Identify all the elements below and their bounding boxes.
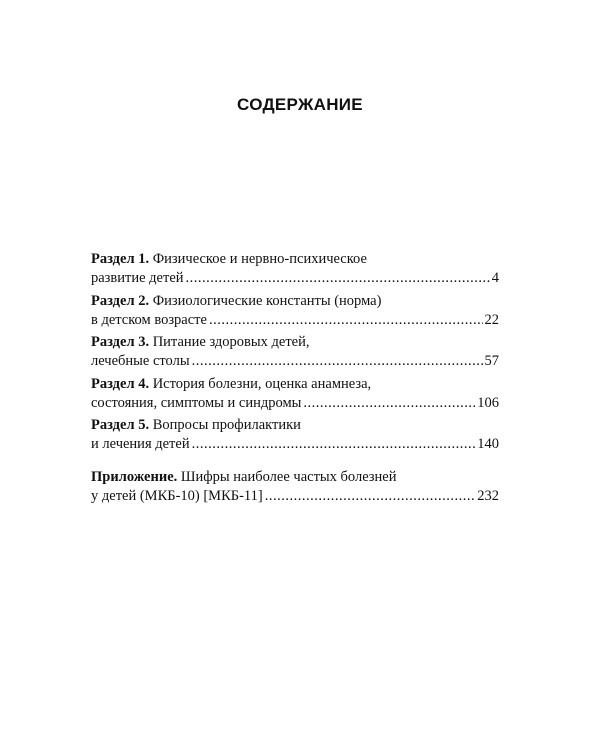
toc-entry-first-line <box>91 333 499 352</box>
toc-entry-second-line <box>91 311 499 330</box>
toc-entry-second-line <box>91 352 499 371</box>
toc-entry-title-continued: состояния, симптомы и синдромы <box>91 394 302 411</box>
toc-entry-section-1[interactable] <box>91 250 499 288</box>
dot-leader <box>186 269 490 288</box>
toc-entry-label: Раздел 3. <box>91 334 150 350</box>
toc-entry-page-number: 106 <box>477 394 499 411</box>
toc-entry-title-continued: развитие детей <box>91 270 184 286</box>
toc-entry-title-continued: у детей (МКБ-10) [МКБ-11] <box>91 488 263 504</box>
toc-entry-first-line <box>91 250 499 269</box>
toc-entry-section-4[interactable] <box>91 375 499 413</box>
toc-entry-section-2[interactable] <box>91 292 499 330</box>
toc-entry-title-continued: в детском возрасте <box>91 311 207 328</box>
toc-entry-title-continued: лечебные столы <box>91 353 190 369</box>
toc-entry-title: Физическое и нервно-психическое <box>152 251 367 267</box>
toc-entry-title: История болезни, оценка анамнеза, <box>152 375 372 392</box>
toc-entry-second-line <box>91 487 499 506</box>
toc-entry-first-line <box>91 375 499 394</box>
toc-entry-title: Физиологические константы (норма) <box>152 292 382 309</box>
toc-entry-appendix[interactable] <box>91 468 499 506</box>
toc-entry-page-number: 140 <box>477 436 499 452</box>
table-of-contents <box>91 250 499 510</box>
dot-leader <box>303 394 475 413</box>
dot-leader <box>192 352 483 371</box>
toc-entry-first-line <box>91 416 499 435</box>
toc-entry-title: Шифры наиболее частых болезней <box>180 469 397 485</box>
dot-leader <box>209 311 483 330</box>
toc-entry-label: Раздел 5. <box>91 417 150 433</box>
toc-entry-label: Приложение. <box>91 469 178 485</box>
toc-entry-page-number: 22 <box>484 311 499 328</box>
dot-leader <box>265 487 476 506</box>
toc-entry-title: Вопросы профилактики <box>152 417 301 433</box>
toc-entry-page-number: 57 <box>484 353 499 369</box>
dot-leader <box>192 435 476 454</box>
toc-entry-label: Раздел 1. <box>91 251 150 267</box>
toc-entry-section-5[interactable] <box>91 416 499 454</box>
toc-entry-page-number: 232 <box>477 488 499 504</box>
toc-entry-second-line <box>91 269 499 288</box>
toc-entry-page-number: 4 <box>491 270 499 286</box>
toc-entry-title: Питание здоровых детей, <box>152 334 310 350</box>
toc-entry-title-continued: и лечения детей <box>91 436 190 452</box>
toc-entry-label: Раздел 2. <box>91 292 150 309</box>
toc-entry-first-line <box>91 468 499 487</box>
toc-entry-label: Раздел 4. <box>91 375 150 392</box>
toc-entry-first-line <box>91 292 499 311</box>
toc-entry-second-line <box>91 435 499 454</box>
toc-entry-second-line <box>91 394 499 413</box>
toc-entry-section-3[interactable] <box>91 333 499 371</box>
page-title: СОДЕРЖАНИЕ <box>237 95 363 114</box>
